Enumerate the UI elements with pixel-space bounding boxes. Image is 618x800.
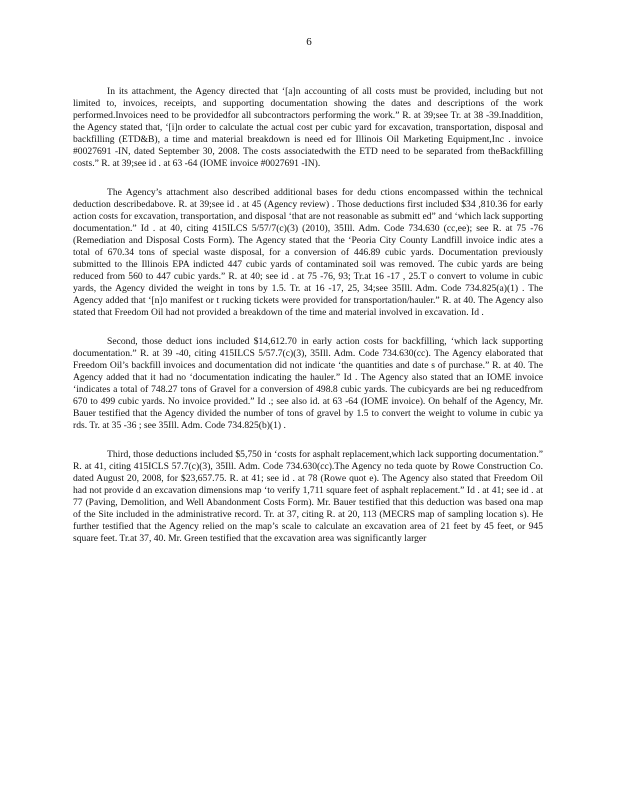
document-body [73,86,543,562]
paragraph-attachment: In its attachment, the Agency directed that ‘[a]n accounting of all costs must be provided, including but not limited to, invoices, receipts, and supporting documentation showing the dates and descriptions of the work performed.Invoices need to be providedfor all subcontractors performing the work.” R. at 39;see Tr. at 38 -39.Inaddition, the Agency stated that, ‘[i]n order to calculate the actual cost per cubic yard for excavation, transportation, disposal and backfilling (ETD&B), a time and material breakdown is need ed for Illinois Oil Marketing Equipment,Inc . invoice #0027691 -IN, dated September 30, 2008. The costs associatedwith the ETD need to be separated from theBackfilling costs.” R. at 39;see id . at 63 -64 (IOME invoice #0027691 -IN). [73,86,543,169]
page-number: 6 [306,36,312,48]
paragraph-backfilling: Second, those deduct ions included $14,612.70 in early action costs for backfilling, ‘which lack supporting documentation.” R. at 39 -40, citing 415ILCS 5/57.7(c)(3), 35Ill. Adm. Code 734.630(cc). The Agency elaborated that Freedom Oil’s backfill invoices and documentation did not indicate ‘the quantities and date s of purchase.” R. at 40. The Agency added that it had no ‘documentation indicating the hauler.” Id . The Agency also stated that an IOME invoice ‘indicates a total of 748.27 tons of Gravel for a conversion of 498.8 cubic yards. The cubicyards are bei ng reducedfrom 670 to 499 cubic yards. No invoice provided.” Id .; see also id. at 63 -64 (IOME invoice). On behalf of the Agency, Mr. Bauer testified that the Agency divided the number of tons of gravel by 1.5 to convert the weight to volume in cubic ya rds. Tr. at 35 -36 ; see 35Ill. Adm. Code 734.825(b)(1) . [73,336,543,431]
paragraph-asphalt-replacement: Third, those deductions included $5,750 in ‘costs for asphalt replacement,which lack supporting documentation.” R. at 41, citing 415ICLS 57.7(c)(3), 35Ill. Adm. Code 734.630(cc).The Agency no teda quote by Rowe Construction Co. dated August 20, 2008, for $23,657.75. R. at 41; see id . at 78 (Rowe quot e). The Agency also stated that Freedom Oil had not provide d an excavation dimensions map ‘to verify 1,711 square feet of asphalt replacement.” Id . at 41; see id . at 77 (Paving, Demolition, and Well Abandonment Costs Form). Mr. Bauer testified that this deduction was based ona map of the Site included in the administrative record. Tr. at 37, citing R. at 20, 113 (MECRS map of sampling location s). He further testified that the Agency relied on the map’s scale to calculate an excavation area of 21 feet by 45 feet, or 945 square feet. Tr.at 37, 40. Mr. Green testified that the excavation area was significantly larger [73,449,543,544]
paragraph-additional-bases: The Agency’s attachment also described additional bases for dedu ctions encompassed within the technical deduction describedabove. R. at 39;see id . at 45 (Agency review) . Those deductions first included $34 ,810.36 for early action costs for excavation, transportation, and disposal ‘that are not reasonable as submitt ed” and ‘which lack supporting documentation.” Id . at 40, citing 415ILCS 5/57/7(c)(3) (2010), 35Ill. Adm. Code 734.630 (cc,ee); see R. at 75 -76 (Remediation and Disposal Costs Form). The Agency stated that the ‘Peoria City County Landfill invoice indic ates a total of 670.34 tons of special waste disposal, for a conversion of 446.89 cubic yards. Documentation previously submitted to the Illinois EPA indicted 447 cubic yards of contaminated soil was removed. The cubic yards are being reduced from 560 to 447 cubic yards.” R. at 40; see id . at 75 -76, 93; Tr.at 16 -17 , 25.T o convert to volume in cubic yards, the Agency divided the weight in tons by 1.5. Tr. at 16 -17, 25, 34;see 35Ill. Adm. Code 734.825(a)(1) . The Agency added that ‘[n]o manifest or t rucking tickets were provided for transportation/hauler.” R. at 40. The Agency also stated that Freedom Oil had not provided a breakdown of the time and material involved in excavation. Id . [73,187,543,318]
